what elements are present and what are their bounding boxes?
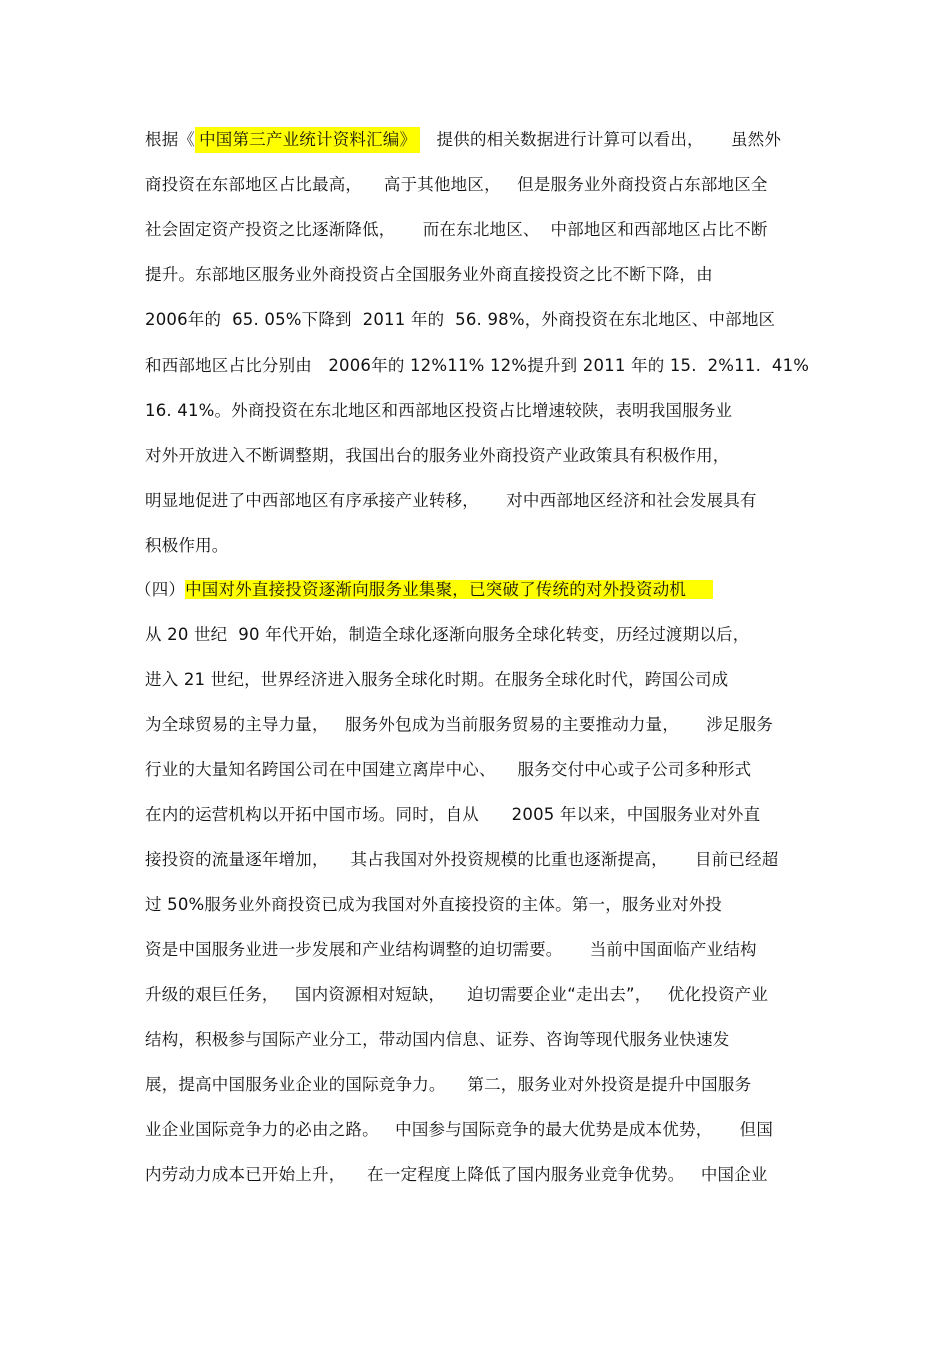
- highlighted-source-title: 中国第三产业统计资料汇编》: [195, 127, 420, 153]
- paragraph-1-line: 商投资在东部地区占比最高， 高于其他地区， 但是服务业外商投资占东部地区全: [145, 175, 768, 194]
- paragraph-1-line: 2006年的 65. 05%下降到 2011 年的 56. 98%，外商投资在东北地区、中部地区: [145, 310, 776, 329]
- paragraph-2-line: 为全球贸易的主导力量， 服务外包成为当前服务贸易的主要推动力量， 涉足服务: [145, 715, 774, 734]
- paragraph-2-line: 从 20 世纪 90 年代开始，制造全球化逐渐向服务全球化转变，历经过渡期以后，: [145, 625, 750, 644]
- paragraph-1-line: 和西部地区占比分别由 2006年的 12%11% 12%提升到 2011 年的 15. 2%11. 41%: [145, 356, 810, 375]
- paragraph-1-line: 积极作用。: [145, 536, 229, 555]
- section-heading-4: [135, 577, 713, 603]
- paragraph-2-line: 结构，积极参与国际产业分工，带动国内信息、证券、咨询等现代服务业快速发: [145, 1030, 730, 1049]
- section-label: （四）: [135, 580, 186, 599]
- highlighted-section-heading: 中国对外直接投资逐渐向服务业集聚，已突破了传统的对外投资动机: [185, 580, 714, 599]
- paragraph-2-line: 资是中国服务业进一步发展和产业结构调整的迫切需要。 当前中国面临产业结构: [145, 940, 757, 959]
- paragraph-2-line: 过 50%服务业外商投资已成为我国对外直接投资的主体。第一，服务业对外投: [145, 895, 723, 914]
- paragraph-2-line: 业企业国际竞争力的必由之路。 中国参与国际竞争的最大优势是成本优势， 但国: [145, 1120, 774, 1139]
- paragraph-1-line: 16. 41%。外商投资在东北地区和西部地区投资占比增速较陕，表明我国服务业: [145, 401, 733, 420]
- paragraph-2-line: 在内的运营机构以开拓中国市场。同时，自从 2005 年以来，中国服务业对外直: [145, 805, 761, 824]
- paragraph-2-line: 内劳动力成本已开始上升， 在一定程度上降低了国内服务业竞争优势。 中国企业: [145, 1165, 768, 1184]
- paragraph-1-line: 对外开放进入不断调整期，我国出台的服务业外商投资产业政策具有积极作用，: [145, 446, 730, 465]
- paragraph-1-line: 提升。东部地区服务业外商投资占全国服务业外商直接投资之比不断下降，由: [145, 265, 713, 284]
- paragraph-2-line: 升级的艰巨任务， 国内资源相对短缺， 迫切需要企业“走出去”， 优化投资产业: [145, 985, 769, 1004]
- paragraph-2-line: 展，提高中国服务业企业的国际竞争力。 第二，服务业对外投资是提升中国服务: [145, 1075, 752, 1094]
- paragraph-1-line: 明显地促进了中西部地区有序承接产业转移， 对中西部地区经济和社会发展具有: [145, 491, 757, 510]
- paragraph-1-line-1: [145, 127, 781, 153]
- paragraph-2-line: 进入 21 世纪，世界经济进入服务全球化时期。在服务全球化时代，跨国公司成: [145, 670, 729, 689]
- paragraph-1-line: 社会固定资产投资之比逐渐降低， 而在东北地区、 中部地区和西部地区占比不断: [145, 220, 768, 239]
- paragraph-2-line: 行业的大量知名跨国公司在中国建立离岸中心、 服务交付中心或子公司多种形式: [145, 760, 752, 779]
- paragraph-2-line: 接投资的流量逐年增加， 其占我国对外投资规模的比重也逐渐提高， 目前已经超: [145, 850, 779, 869]
- text-run: 提供的相关数据进行计算可以看出， 虽然外: [420, 130, 782, 149]
- text-run: 根据《: [145, 130, 196, 149]
